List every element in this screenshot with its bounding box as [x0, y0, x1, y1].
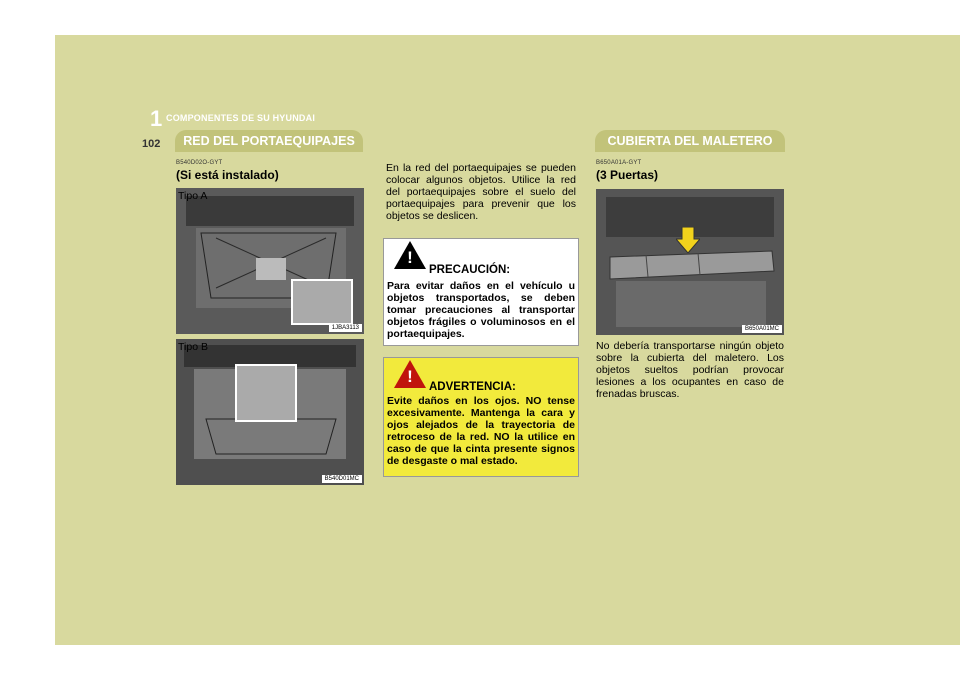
cargo-net-photo-type-a	[176, 188, 364, 334]
cargo-cover-paragraph: No debería transportarse ningún objeto sobre la cubierta del maletero. Los objetos sueltos podrían provocar lesiones a los ocupantes en caso de frenadas bruscas.	[596, 340, 784, 400]
warning-icon: !	[394, 360, 426, 388]
cargo-cover-illustration	[596, 189, 784, 335]
trunk-illustration-b	[176, 339, 364, 485]
caution-title: PRECAUCIÓN:	[429, 264, 511, 276]
photo-caption-b: B540D01MC	[322, 475, 362, 483]
photo-caption-a: 1JBA3113	[329, 324, 362, 332]
chapter-number: 1	[150, 106, 163, 131]
section-code-right: B650A01A-GYT	[596, 160, 642, 166]
cargo-net-paragraph: En la red del portaequipajes se pueden colocar algunos objetos. Utilice la red del portaequipajes sobre el suelo del portaequipajes para prevenir que los objetos se deslicen.	[386, 162, 576, 222]
warning-title: ADVERTENCIA:	[429, 381, 516, 393]
section-tab-cargo-net: RED DEL PORTAEQUIPAJES	[175, 130, 363, 152]
arrow-down-icon	[676, 227, 700, 253]
cargo-cover-photo	[596, 189, 784, 335]
section-code: B540D02O-GYT	[176, 160, 223, 166]
caution-box	[383, 238, 579, 346]
right-column	[596, 160, 786, 182]
chapter-title: COMPONENTES DE SU HYUNDAI	[166, 113, 316, 123]
section-subheading-right: (3 Puertas)	[596, 168, 659, 182]
caution-text: Para evitar daños en el vehículo u objetos transportados, se deben tomar precauciones al transportar objetos frágiles o voluminosos en el portaequipajes.	[387, 280, 575, 340]
page-number: 102	[142, 138, 161, 150]
photo-caption-cover: B650A01MC	[742, 325, 782, 333]
section-subheading: (Si está instalado)	[176, 168, 279, 182]
cargo-net-photo-type-b	[176, 339, 364, 485]
left-column	[176, 160, 364, 182]
middle-column	[386, 162, 576, 222]
warning-box	[383, 357, 579, 477]
photo-label-type-a: Tipo A	[178, 190, 208, 202]
trunk-illustration-a	[176, 188, 364, 334]
caution-icon: !	[394, 241, 426, 269]
section-tab-cargo-cover: CUBIERTA DEL MALETERO	[595, 130, 785, 152]
photo-label-type-b: Tipo B	[178, 341, 208, 353]
warning-text: Evite daños en los ojos. NO tense excesivamente. Mantenga la cara y ojos alejados de la trayectoria de retroceso de la red. NO la utilice en caso de que la cinta presente signos de desgaste o mal estado.	[387, 395, 575, 467]
